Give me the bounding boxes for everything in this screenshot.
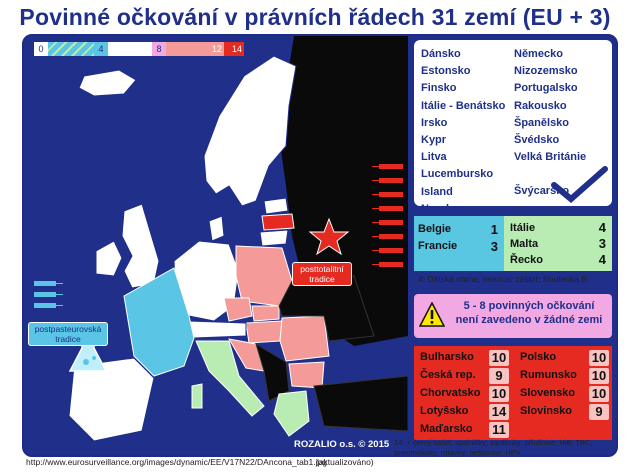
scale-1-3 [48, 42, 94, 56]
scale-12: 12 [211, 44, 222, 54]
no-mandatory-right-column: Německo Nizozemsko Portugalsko Rakousko Španělsko Švédsko Velká Británie Švýcarsko [514, 48, 587, 198]
no-mandatory-box [414, 40, 612, 215]
lithuania [260, 230, 288, 246]
four-vaccines-box [414, 216, 612, 271]
posttotalitni-label: posttotalitní tradice [292, 262, 352, 286]
romania [280, 316, 329, 361]
slovakia [252, 306, 279, 321]
warning-box [414, 294, 612, 338]
warning-text: 5 - 8 povinných očkování není zavedeno v žádné zemi [455, 300, 603, 326]
list-item: Polsko 10 [514, 350, 611, 367]
warning-triangle-icon [419, 302, 445, 328]
postpasteur-label: postpasteurovská tradice [28, 322, 108, 346]
list-item: Maďarsko 11 [414, 422, 511, 439]
blue-countries: Belgie 1 Francie 3 [414, 216, 504, 271]
infographic-frame [22, 34, 618, 457]
list-item: Slovensko 10 [514, 386, 611, 403]
copyright-text: ROZALIO o.s. © 2015 [294, 439, 390, 450]
scale-9-11 [166, 42, 210, 56]
austria-switzerland [189, 321, 246, 338]
hungary [246, 321, 282, 343]
source-url[interactable]: http://www.eurosurveillance.org/images/dynamic/EE/V17N22/DAncona_tab1.jpg [26, 457, 327, 467]
four-vaccines-note: 4: Dětská obrna; tetanus; záškrt; žloutenka B [418, 274, 588, 284]
turkey [314, 376, 408, 431]
list-item: Rumunsko 10 [514, 368, 611, 385]
color-scale [34, 42, 244, 56]
europe-map [24, 36, 408, 455]
estonia [264, 198, 288, 214]
checkmark-icon [549, 165, 609, 205]
no-mandatory-left-column: Dánsko Estonsko Finsko Itálie - Benátsko Irsko Kypr Litva Lucembursko Island Norsko [421, 48, 506, 215]
denmark [209, 216, 224, 241]
scale-8: 8 [152, 42, 166, 56]
sardinia [192, 384, 202, 408]
many-vaccines-box [414, 346, 612, 440]
green-countries: Itálie 4 Malta 3 Řecko 4 [504, 216, 612, 271]
fourteen-footnote: 14: + černý kašel; spalničky; zarděnky; příušnice; HiB; TBC; pneumokoky; rotaviry; neštovice; HPV [394, 438, 593, 457]
list-item: Slovinsko 9 [514, 404, 611, 421]
latvia [262, 214, 294, 230]
list-item: Chorvatsko 10 [414, 386, 511, 403]
scale-14: 14 [231, 44, 242, 54]
scale-0: 0 [34, 42, 48, 56]
page-title: Povinné očkování v právních řádech 31 zemí (EU + 3) [19, 4, 611, 30]
source-status: (aktualizováno) [316, 457, 374, 467]
list-item: Bulharsko 10 [414, 350, 511, 367]
bulgaria [289, 362, 324, 388]
scale-4: 4 [94, 42, 108, 56]
scale-5-7 [108, 42, 152, 56]
list-item: Česká rep. 9 [414, 368, 511, 385]
list-item: Lotyšsko 14 [414, 404, 511, 421]
